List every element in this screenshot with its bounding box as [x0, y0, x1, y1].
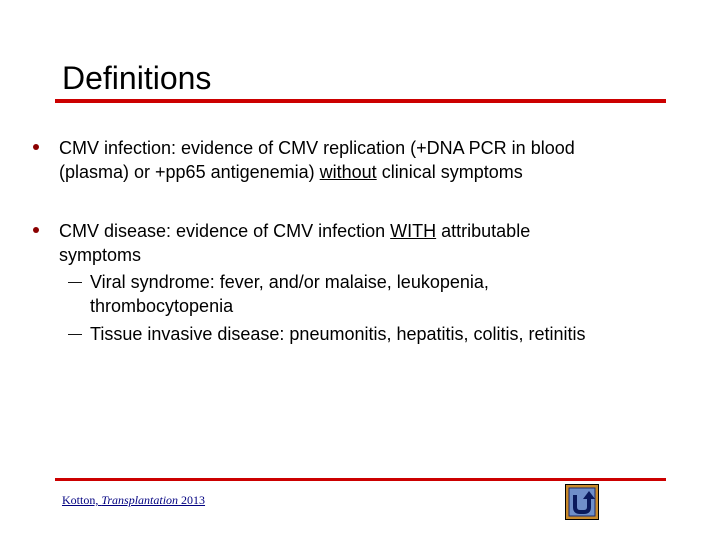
- sub-item-viral-syndrome: [90, 270, 489, 318]
- citation-year: 2013: [178, 493, 206, 507]
- bullet-dot: [33, 227, 39, 233]
- citation-link[interactable]: [62, 493, 205, 508]
- slide-title: Definitions: [62, 60, 212, 96]
- bullet-line: symptoms: [59, 245, 142, 265]
- citation-author: Kotton,: [62, 493, 102, 507]
- bullet-cmv-disease: [59, 219, 699, 267]
- sub-item-tissue-invasive: [90, 322, 586, 346]
- footer-rule: [55, 478, 666, 481]
- dash-marker: —: [68, 325, 82, 341]
- bullet-line: [59, 219, 699, 243]
- bullet-text: CMV disease: evidence of CMV infection: [59, 221, 391, 241]
- sub-item-line: Tissue invasive disease: pneumonitis, hepatitis, colitis, retinitis: [90, 324, 586, 344]
- citation-journal: Transplantation: [101, 493, 179, 507]
- u-turn-arrow-icon: [566, 485, 598, 519]
- bullet-text: attributable: [436, 221, 531, 241]
- bullet-line: [59, 160, 699, 184]
- bullet-dot: [33, 144, 39, 150]
- bullet-text: (plasma) or +pp65 antigenemia): [59, 162, 320, 182]
- emphasis-without: without: [319, 162, 377, 182]
- dash-marker: —: [68, 273, 82, 289]
- bullet-text: clinical symptoms: [376, 162, 523, 182]
- bullet-line: CMV infection: evidence of CMV replication (+DNA PCR in blood: [59, 138, 575, 158]
- sub-item-line: Viral syndrome: fever, and/or malaise, leukopenia,: [90, 272, 489, 292]
- title-underline: [55, 99, 666, 103]
- return-button[interactable]: [565, 484, 599, 520]
- bullet-cmv-infection: [59, 136, 699, 184]
- emphasis-with: WITH: [390, 221, 437, 241]
- sub-item-line: thrombocytopenia: [90, 296, 234, 316]
